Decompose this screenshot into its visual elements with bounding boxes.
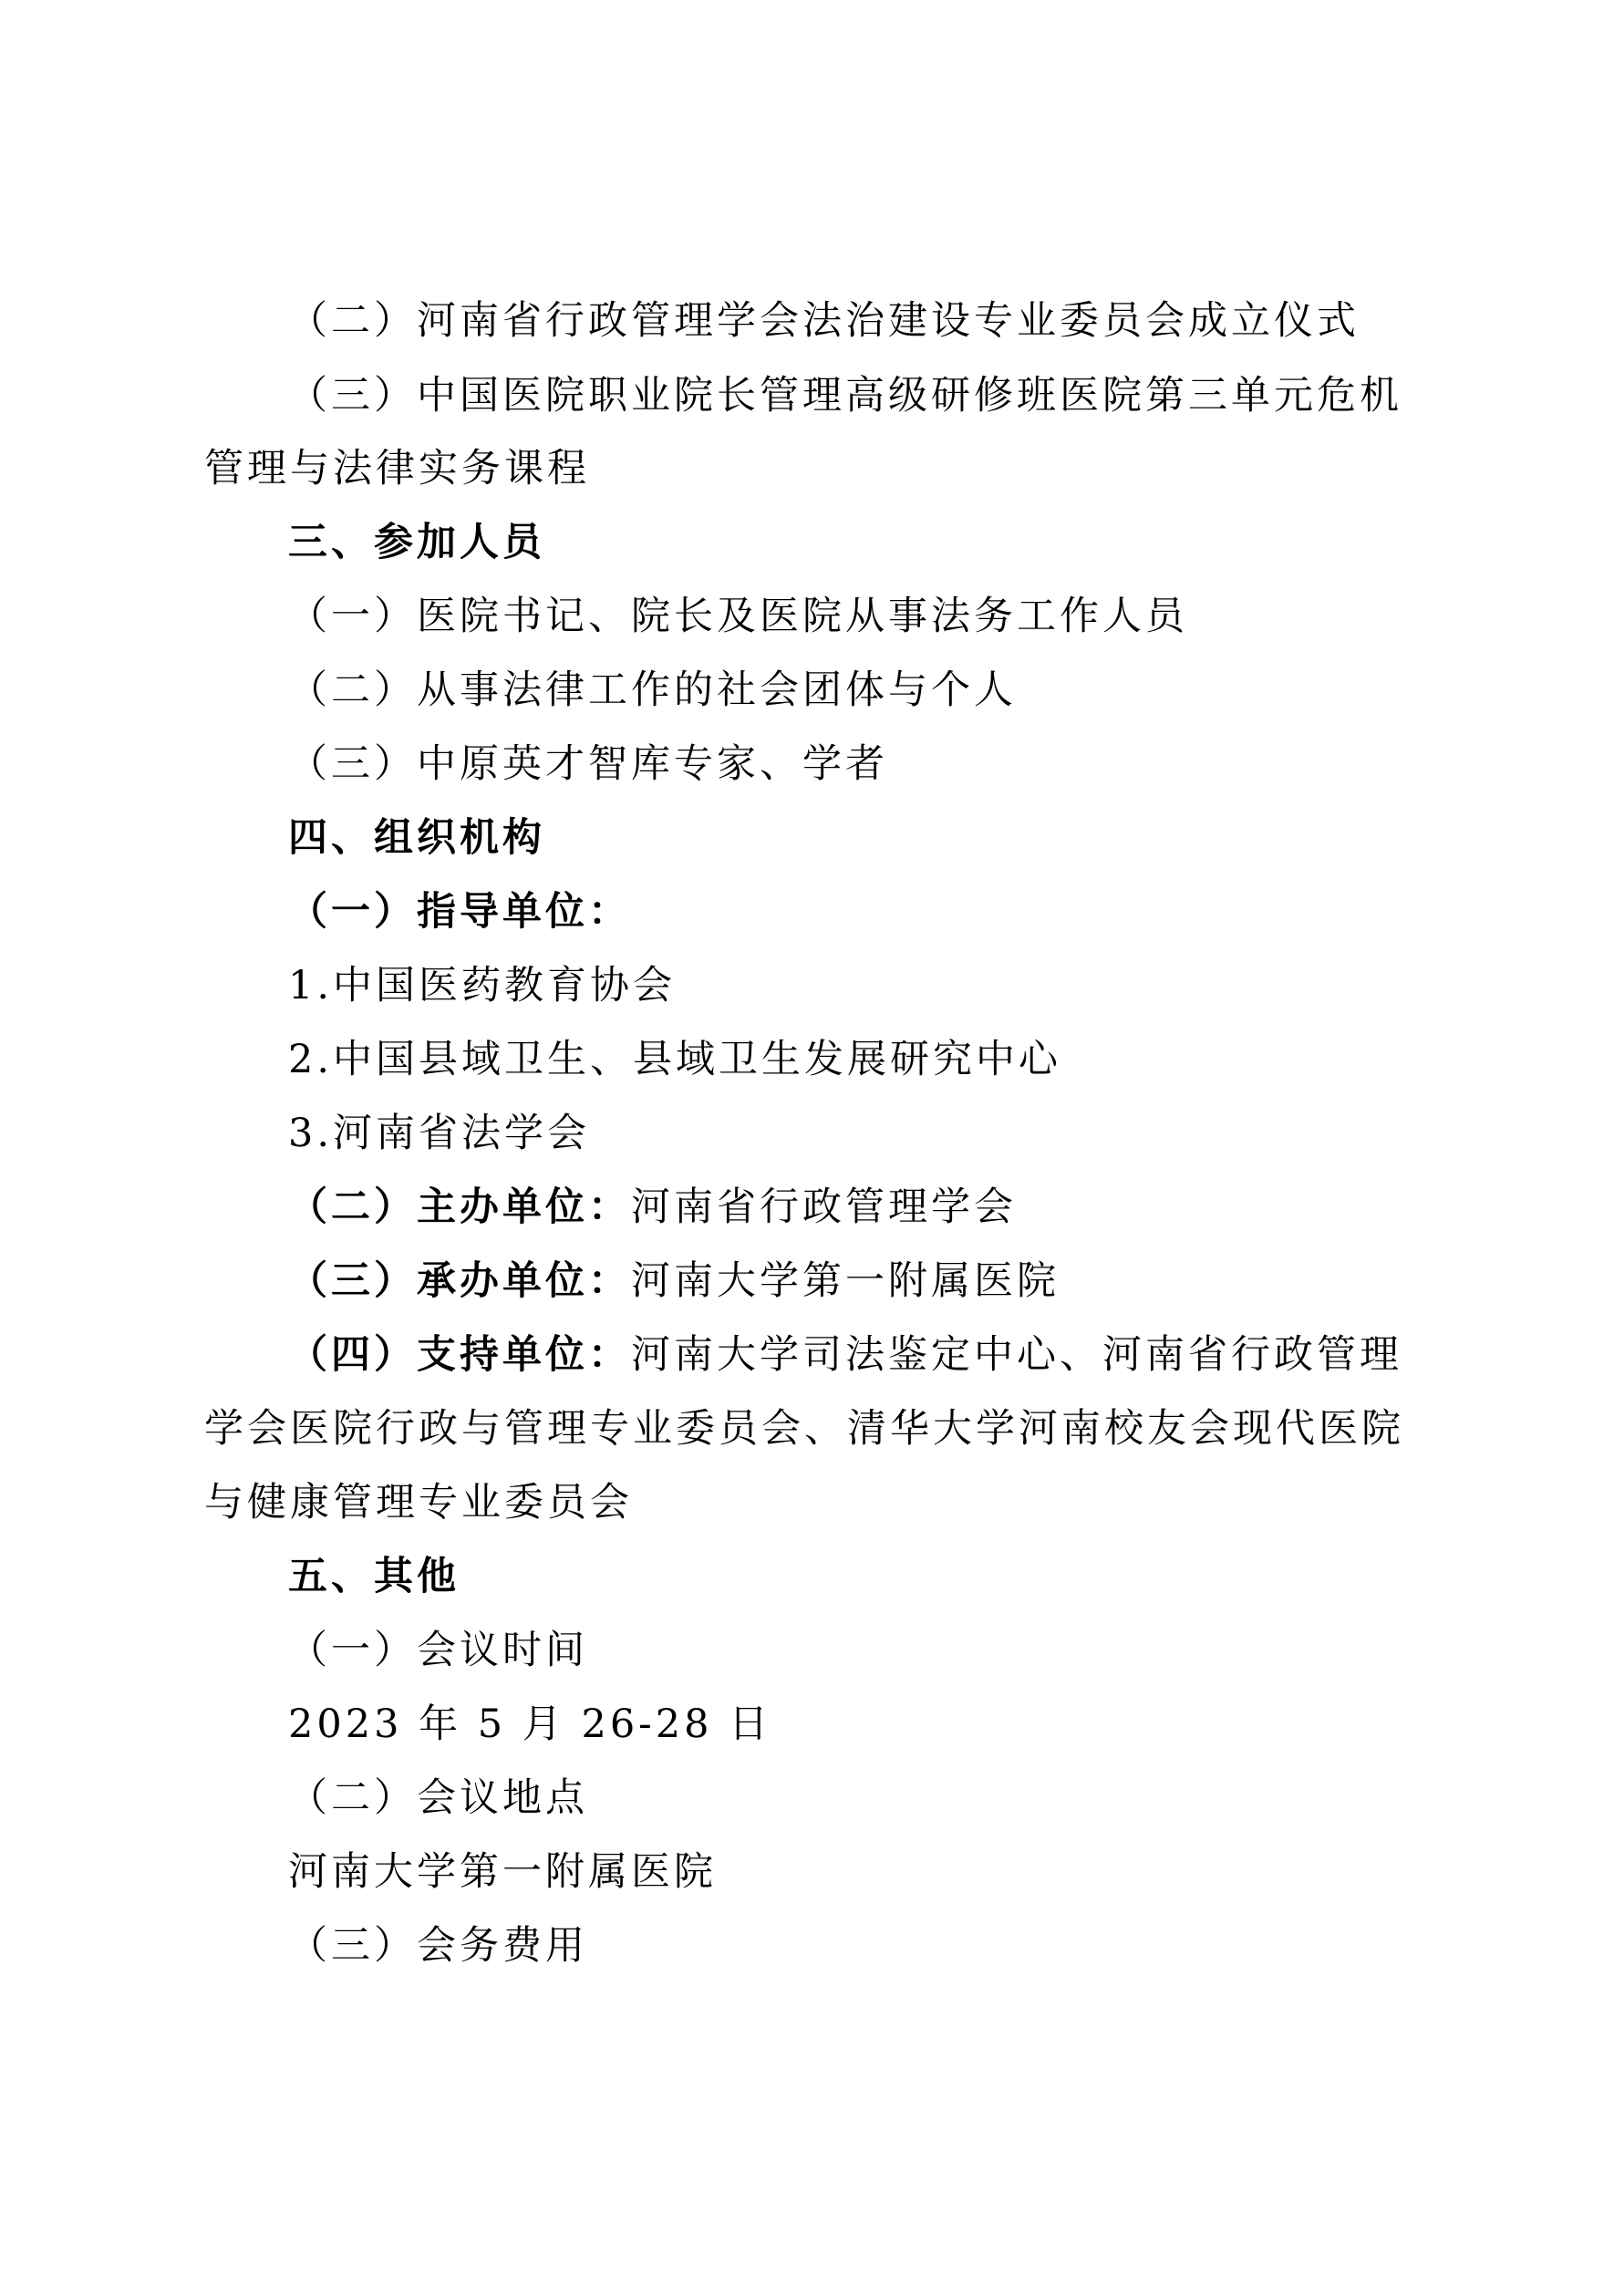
guiding-unit-2: 2.中国县域卫生、县域卫生发展研究中心	[288, 1037, 1062, 1082]
item-hospital-president-course-cont: 管理与法律实务课程	[204, 446, 590, 491]
support-unit-value: 河南大学司法鉴定中心、河南省行政管理	[631, 1332, 1402, 1378]
item-legal-committee-ceremony: （二）河南省行政管理学会法治建设专业委员会成立仪式	[288, 298, 1360, 344]
subheading-guiding-units: （一）指导单位：	[288, 889, 631, 935]
organizer-unit-label: （三）承办单位：	[288, 1258, 631, 1304]
host-unit-value: 河南省行政管理学会	[631, 1184, 1017, 1230]
subheading-meeting-location: （二）会议地点	[288, 1775, 588, 1821]
meeting-location-value: 河南大学第一附属医院	[288, 1849, 717, 1895]
section-heading-organization: 四、组织机构	[288, 815, 545, 861]
guiding-unit-3: 3.河南省法学会	[288, 1111, 591, 1156]
participant-item-3: （三）中原英才智库专家、学者	[288, 741, 888, 787]
host-unit-label: （二）主办单位：	[288, 1184, 631, 1230]
participant-item-1: （一）医院书记、院长及医院从事法务工作人员	[288, 594, 1188, 639]
support-unit-line	[288, 1328, 1402, 1382]
support-unit-cont-1: 学会医院行政与管理专业委员会、清华大学河南校友会现代医院	[204, 1406, 1404, 1452]
support-unit-cont-2: 与健康管理专业委员会	[204, 1480, 633, 1525]
subheading-meeting-time: （一）会议时间	[288, 1628, 588, 1673]
organizer-unit-value: 河南大学第一附属医院	[631, 1258, 1060, 1304]
guiding-unit-1: 1.中国医药教育协会	[288, 963, 677, 1008]
support-unit-label: （四）支持单位：	[288, 1332, 631, 1378]
organizer-unit-line	[288, 1254, 1060, 1308]
subheading-meeting-fee: （三）会务费用	[288, 1923, 588, 1969]
section-heading-participants: 三、参加人员	[288, 520, 545, 565]
section-heading-other: 五、其他	[288, 1554, 460, 1599]
item-hospital-president-course: （三）中国医院职业院长管理高级研修班医院第三单元危机	[288, 373, 1402, 419]
meeting-time-value: 2023 年 5 月 26-28 日	[288, 1701, 772, 1747]
participant-item-2: （二）从事法律工作的社会团体与个人	[288, 667, 1017, 713]
host-unit-line	[288, 1180, 1017, 1235]
